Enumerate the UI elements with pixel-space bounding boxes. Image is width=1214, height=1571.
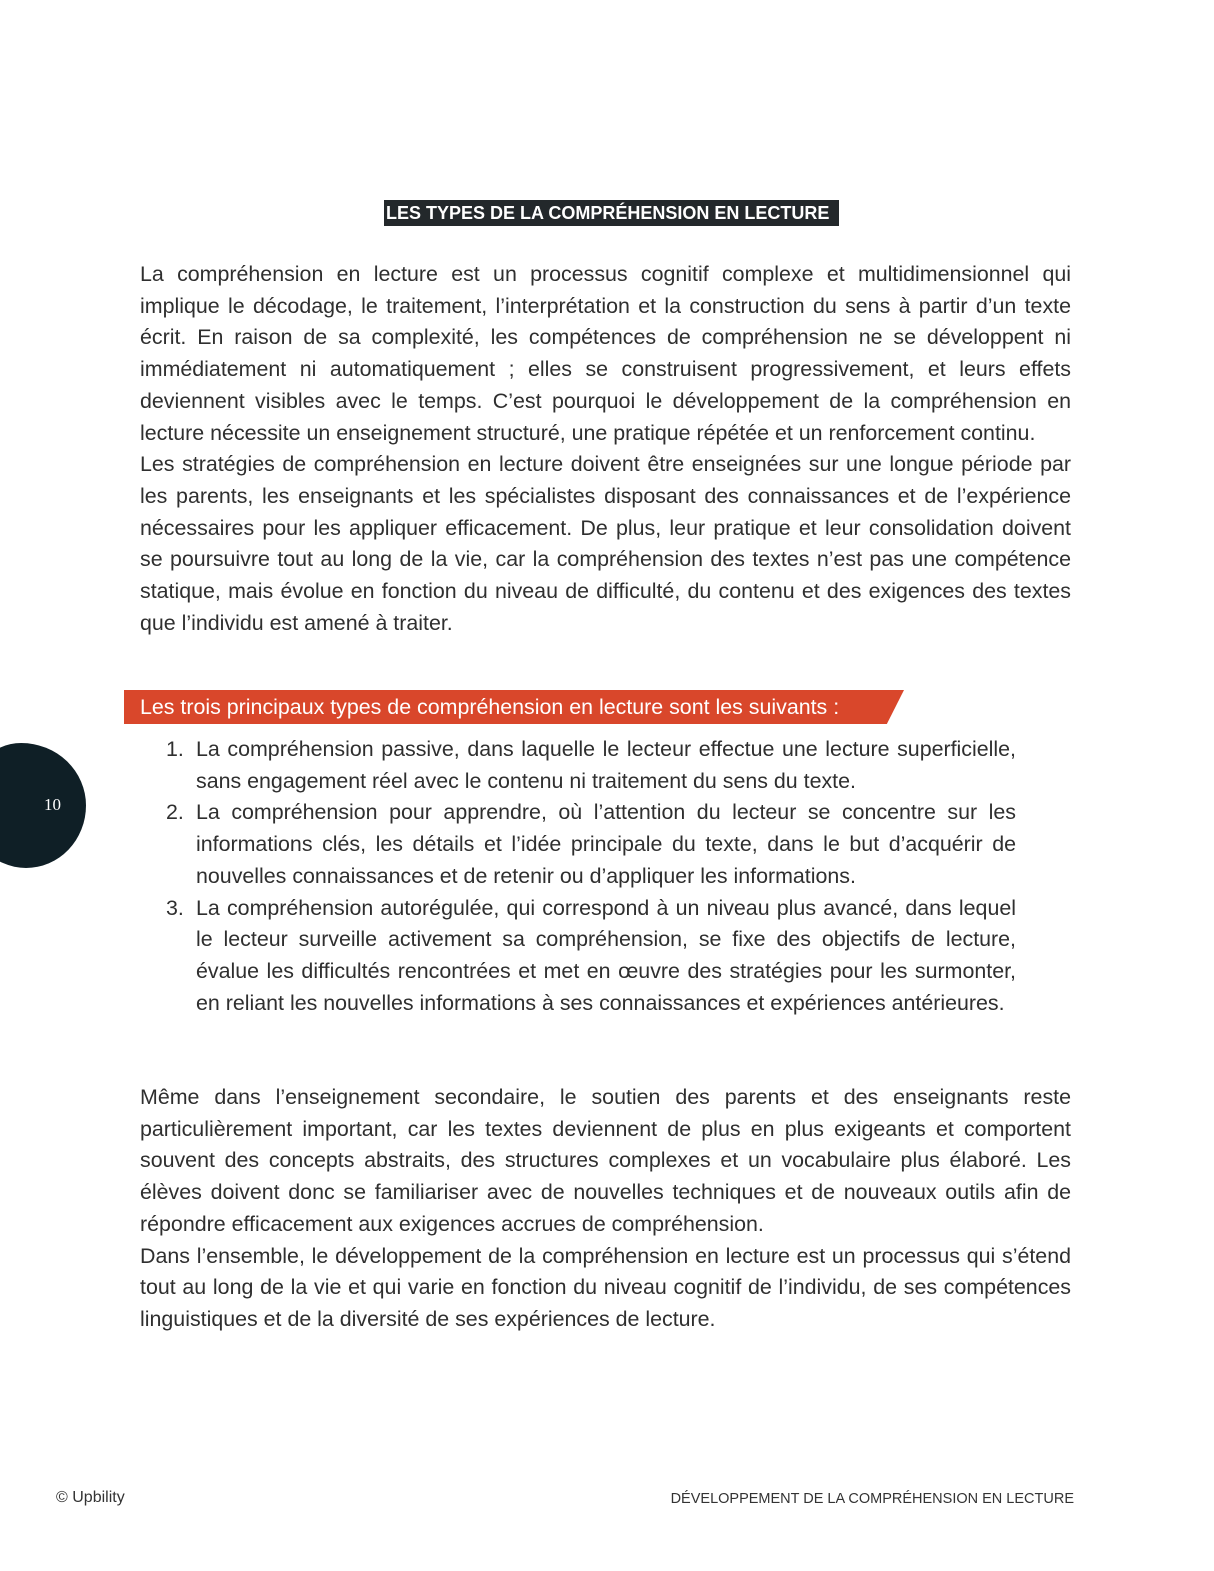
list-item (166, 797, 1016, 892)
comprehension-types-list (166, 734, 1016, 1019)
list-item (166, 893, 1016, 1020)
page-number: 10 (44, 795, 61, 814)
footer-book-title: DÉVELOPPEMENT DE LA COMPRÉHENSION EN LECTURE (670, 1491, 1074, 1507)
list-item (166, 734, 1016, 797)
list-item-number: 2. (166, 800, 184, 825)
list-item-text: La compréhension pour apprendre, où l’attention du lecteur se concentre sur les informations clés, les détails et l’idée principale du texte, dans le but d’acquérir de nouvelles connaissances et de retenir ou d’appliquer les informations. (196, 800, 1016, 888)
footer-copyright: © Upbility (56, 1489, 125, 1506)
list-item-number: 1. (166, 737, 184, 761)
intro-paragraph: Les stratégies de compréhension en lecture doivent être enseignées sur une longue période par les parents, les enseignants et les spécialistes disposant des connaissances et de l’expérience nécessaires pour les appliquer efficacement. De plus, leur pratique et leur consolidation doivent se poursuivre tout au long de la vie, car la compréhension des textes n’est pas une compétence statique, mais évolue en fonction du niveau de difficulté, du contenu et des exigences des textes que l’individu est amené à traiter. (140, 452, 1071, 635)
intro-paragraph: La compréhension en lecture est un processus cognitif complexe et multidimensionnel qui implique le décodage, le traitement, l’interprétation et la construction du sens à partir d’un texte écrit. En raison de sa complexité, les compétences de compréhension ne se développent ni immédiatement ni automatiquement ; elles se construisent progressivement, et leurs effets deviennent visibles avec le temps. C’est pourquoi le développement de la compréhension en lecture nécessite un enseignement structuré, une pratique répétée et un renforcement continu. (140, 262, 1071, 445)
highlight-heading: Les trois principaux types de compréhension en lecture sont les suivants : (140, 695, 840, 719)
intro-text (140, 259, 1071, 639)
list-item-text: La compréhension passive, dans laquelle le lecteur effectue une lecture superficielle, sans engagement réel avec le contenu ni traitement du sens du texte. (196, 737, 1016, 793)
outro-paragraph: Même dans l’enseignement secondaire, le soutien des parents et des enseignants reste particulièrement important, car les textes deviennent de plus en plus exigeants et comportent souvent des concepts abstraits, des structures complexes et un vocabulaire plus élaboré. Les élèves doivent donc se familiariser avec de nouvelles techniques et de nouveaux outils afin de répondre efficacement aux exigences accrues de compréhension. (140, 1085, 1071, 1236)
page-number-tab (0, 743, 86, 868)
section-title: LES TYPES DE LA COMPRÉHENSION EN LECTURE (384, 200, 839, 226)
list-item-number: 3. (166, 895, 184, 920)
list-item-text: La compréhension autorégulée, qui correspond à un niveau plus avancé, dans lequel le lecteur surveille activement sa compréhension, se fixe des objectifs de lecture, évalue les difficultés rencontrées et met en œuvre des stratégies pour les surmonter, en reliant les nouvelles informations à ses connaissances et expériences antérieures. (196, 895, 1016, 1015)
outro-text (140, 1082, 1071, 1336)
outro-paragraph: Dans l’ensemble, le développement de la compréhension en lecture est un processus qui s’étend tout au long de la vie et qui varie en fonction du niveau cognitif de l’individu, de ses compétences linguistiques et de la diversité de ses expériences de lecture. (140, 1243, 1071, 1331)
